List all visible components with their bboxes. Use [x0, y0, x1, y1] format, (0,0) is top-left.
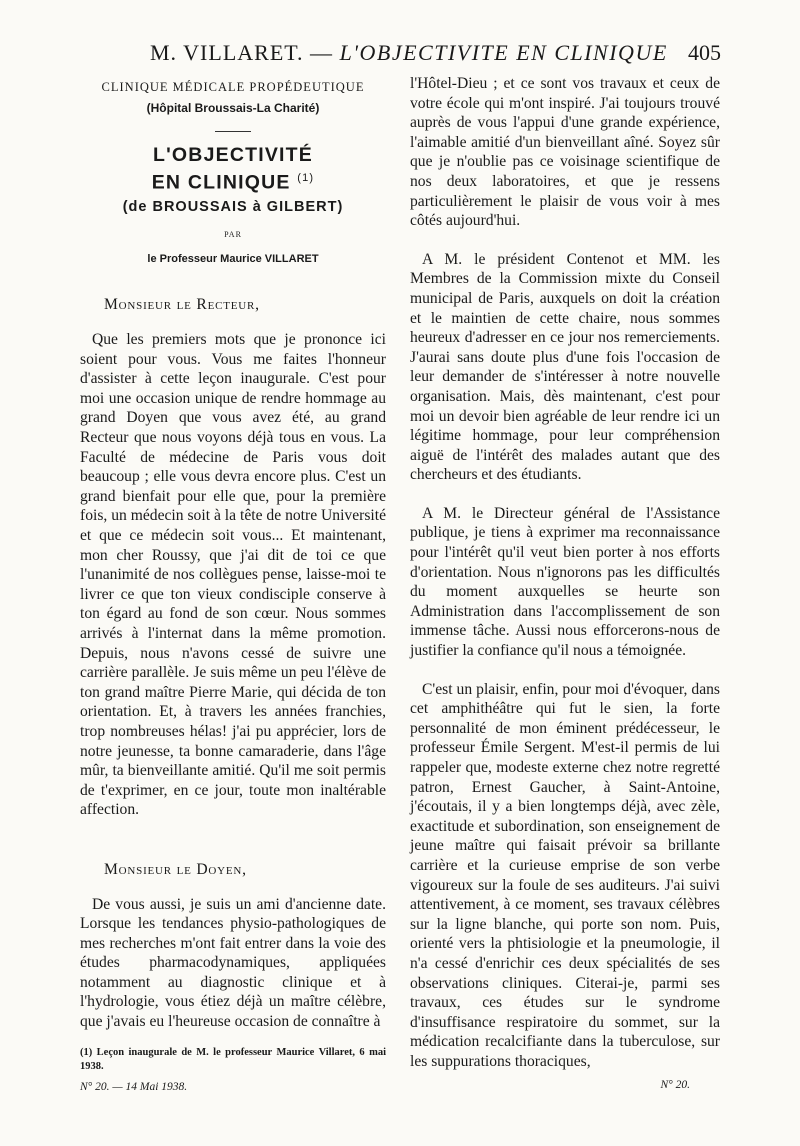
by-line-par: PAR [224, 230, 242, 240]
page-number: 405 [688, 40, 721, 65]
clinic-name: CLINIQUE MÉDICALE PROPÉDEUTIQUE [101, 80, 365, 94]
hospital-name: (Hôpital Broussais-La Charité) [146, 100, 320, 115]
issue-number-right: N° 20. [660, 1078, 690, 1091]
salutation-doyen: Monsieur le Doyen, [104, 860, 247, 878]
running-title [150, 40, 668, 66]
title-divider [215, 131, 251, 132]
running-header [0, 40, 800, 70]
left-column [80, 74, 386, 1097]
footnote: (1) Leçon inaugurale de M. le professeur Maurice Villaret, 6 mai 1938. [80, 1046, 386, 1072]
paragraph-contenot: A M. le président Contenot et MM. les Membres de la Commission mixte du Conseil municipal de Paris, auxquels on doit la création et le maintien de cette chaire, nous sommes heureux d'adresser en ce jour nos remerciements. J'aurai sans doute plus d'une fois l'occasion de leur demander de s'intéresser à notre nouvelle organisation. Mais, dès maintenant, c'est pour moi un devoir bien agréable de leur rendre ici un légitime hommage, pour leur compréhension aiguë de l'intérêt des malades autant que des chercheurs et des étudiants. [410, 250, 720, 484]
paragraph-assistance-publique: A M. le Directeur général de l'Assistance publique, je tiens à exprimer ma reconnaissance pour l'intérêt qu'il veut bien porter à nos efforts d'orientation. Nous n'ignorons pas les difficultés du moment auxquelles se heurte son Administration dans l'accomplissement de son immense tâche. Aussi nous efforcerons-nous de justifier la confiance qu'il nous a témoignée. [410, 504, 720, 660]
salutation-recteur: Monsieur le Recteur, [104, 296, 260, 314]
title-line-2 [80, 167, 386, 195]
paragraph-sergent: C'est un plaisir, enfin, pour moi d'évoquer, dans cet amphithéâtre qui fut le sien, la forte personnalité de mon éminent prédécesseur, le professeur Émile Sergent. M'est-il permis de lui rappeler que, modeste externe chez notre regretté patron, Ernest Gaucher, à Saint-Antoine, j'écoutais, il y a bien longtemps déjà, avec zèle, exactitude et subordination, son enseignement de jeune maître qui faisait prévoir sa brillante carrière et la curieuse emprise de son verbe vigoureux sur la foule de ses auditeurs. J'ai suivi attentivement, à ce moment, ses travaux célèbres sur la ligne blanche, qui porte son nom. Puis, orienté vers la phtisiologie et la pneumologie, il n'a cessé d'enrichir ces deux spécialités de ses observations cliniques. Citerai-je, parmi ses travaux, ces études sur le syndrome d'insuffisance respiratoire du sommet, sur la médication recalcifiante dans la tuberculose, sur les suppurations thoraciques, [410, 680, 720, 1070]
running-title-author: M. VILLARET. — [150, 40, 334, 65]
paragraph-hotel-dieu: l'Hôtel-Dieu ; et ce sont vos travaux et ceux de votre école qui m'ont inspiré. J'ai toujours trouvé auprès de vous l'appui d'une grande expérience, l'aimable amitié d'un bienveillant aîné. Soyez sûr que je n'oublie pas ce voisinage scientifique de nos deux laboratoires, et que je ressens particulièrement le plaisir de vous voir à mes côtés aujourd'hui. [410, 75, 720, 230]
title-line-1: L'OBJECTIVITÉ [152, 144, 313, 167]
article-author: le Professeur Maurice VILLARET [147, 252, 319, 265]
issue-number: N° 20. — 14 Mai 1938. [80, 1080, 188, 1093]
paragraph-doyen: De vous aussi, je suis un ami d'ancienne date. Lorsque les tendances physio-pathologiques de mes recherches m'ont fait entrer dans la voie des études pharmacodynamiques, appliquées notamment au diagnostic clinique et à l'hydrologie, vous étiez déjà un maître célèbre, que j'avais eu l'heureuse occasion de connaître à [80, 895, 386, 1031]
paragraph-recteur: Que les premiers mots que je prononce ici soient pour vous. Vous me faites l'honneur d'assister à cette leçon inaugurale. C'est pour moi une occasion unique de rendre hommage au grand Doyen que vous avez été, au grand Recteur que nous voyons déjà tous en vous. La Faculté de médecine de Paris vous doit beaucoup ; elle vous devra encore plus. C'est un grand bienfait pour elle que, pour la première fois, un médecin soit à la tête de notre Université et que ce médecin soit vous... Et maintenant, mon cher Roussy, que j'ai dit de toi ce que l'unanimité de nos collègues pense, laisse-moi te livrer ce que ton vieux condisciple conserve à ton égard au fond de son cœur. Nous sommes arrivés à l'internat dans la même promotion. Depuis, nous n'avons cessé de suivre une carrière parallèle. Je suis même un peu l'élève de ton grand maître Pierre Marie, qui décida de ton orientation. Et, à travers les années franchies, trop nombreuses hélas! j'ai pu apprécier, lors de notre jeunesse, ta bonne camaraderie, dans l'âge mûr, ta bienveillante amitié. Qu'il me soit permis de t'exprimer, en ce jour, toute mon inaltérable affection. [80, 331, 386, 819]
right-column [410, 74, 720, 1095]
article-subtitle: (de BROUSSAIS à GILBERT) [122, 198, 344, 215]
title-line-2-text: EN CLINIQUE [151, 171, 291, 194]
footnote-mark: (1) [297, 172, 315, 185]
article-title [80, 144, 386, 195]
running-title-subject: L'OBJECTIVITE EN CLINIQUE [339, 40, 668, 65]
